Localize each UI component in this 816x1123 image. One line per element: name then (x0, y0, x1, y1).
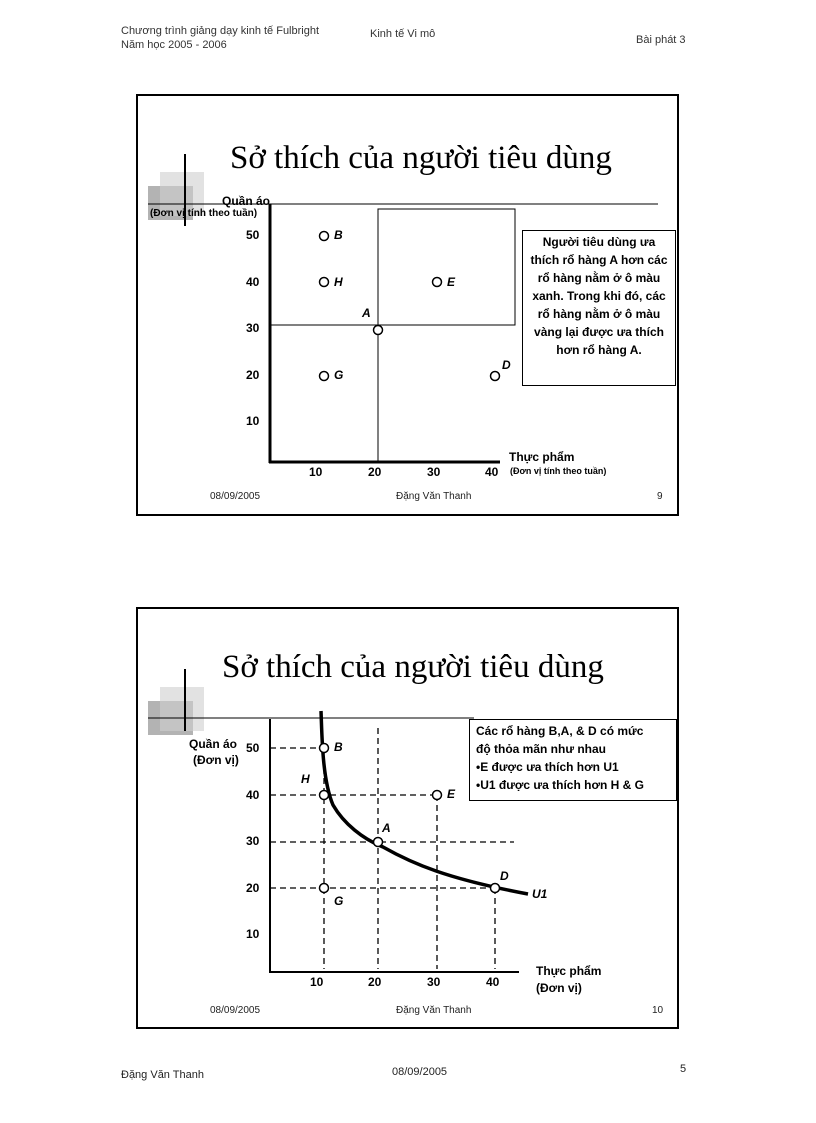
x-axis-label: Thực phẩm (509, 450, 575, 464)
slide-2 (136, 607, 679, 1029)
slide-2-note (469, 719, 677, 801)
point-E (433, 278, 442, 287)
label-B: B (334, 228, 343, 242)
label-E: E (447, 787, 456, 801)
label-D: D (500, 869, 509, 883)
point-D (491, 372, 500, 381)
footer-date: 08/09/2005 (392, 1066, 448, 1078)
y-axis-unit: (Đơn vị) (193, 753, 239, 767)
label-G: G (334, 894, 344, 908)
point-E (433, 791, 442, 800)
x-axis-label: Thực phẩm (536, 964, 602, 978)
x-tick-20: 20 (368, 465, 382, 479)
label-G: G (334, 368, 344, 382)
y-tick-10: 10 (246, 414, 260, 428)
course-name: Kinh tế Vi mô (370, 28, 436, 40)
slide-2-title: Sở thích của người tiêu dùng (222, 649, 604, 685)
point-H (320, 278, 329, 287)
note-line-4: •U1 được ưa thích hơn H & G (476, 778, 644, 792)
label-E: E (447, 275, 456, 289)
decor-square-light (160, 687, 204, 731)
label-A: A (362, 306, 371, 320)
x-tick-40: 40 (486, 975, 500, 989)
y-tick-40: 40 (246, 275, 260, 289)
point-A (374, 326, 383, 335)
slide-2-date: 08/09/2005 (210, 1005, 261, 1016)
footer-author: Đặng Văn Thanh (121, 1069, 204, 1081)
point-G (320, 372, 329, 381)
slide-1-note: Người tiêu dùng ưa thích rổ hàng A hơn các rổ hàng nằm ở ô màu xanh. Trong khi đó, các rổ hàng nằm ở ô màu vàng lại được ưa thích hơn rổ hàng A. (522, 230, 676, 386)
label-H: H (334, 275, 343, 289)
upper-right-box (378, 209, 515, 325)
label-B: B (334, 740, 343, 754)
slide-1-title: Sở thích của người tiêu dùng (230, 140, 612, 176)
point-A (374, 838, 383, 847)
slide-2-author: Đặng Văn Thanh (396, 1005, 472, 1016)
y-tick-30: 30 (246, 321, 260, 335)
note-line-1: Các rổ hàng B,A, & D có mức (476, 724, 644, 738)
program-title (121, 24, 319, 52)
x-axis-unit: (Đơn vị) (536, 981, 582, 995)
y-axis-label: Quần áo (189, 737, 238, 751)
x-axis-unit: (Đơn vị tính theo tuần) (510, 466, 607, 476)
y-tick-40: 40 (246, 788, 260, 802)
slide-1-author: Đặng Văn Thanh (396, 491, 472, 502)
y-axis-unit: (Đơn vị tính theo tuần) (150, 208, 258, 219)
program-line1: Chương trình giảng dạy kinh tế Fulbright (121, 25, 320, 37)
label-D: D (502, 358, 511, 372)
footer-page-number: 5 (680, 1063, 687, 1075)
y-tick-20: 20 (246, 881, 260, 895)
x-tick-30: 30 (427, 465, 441, 479)
y-tick-30: 30 (246, 834, 260, 848)
point-G (320, 884, 329, 893)
point-B (320, 232, 329, 241)
label-H: H (301, 772, 310, 786)
x-tick-40: 40 (485, 465, 499, 479)
note-line-2: độ thỏa mãn như nhau (476, 742, 607, 756)
x-tick-30: 30 (427, 975, 441, 989)
slide-1-page: 9 (657, 491, 663, 502)
slide-1-date: 08/09/2005 (210, 491, 261, 502)
point-B (320, 744, 329, 753)
y-tick-50: 50 (246, 228, 260, 242)
x-tick-10: 10 (309, 465, 323, 479)
x-tick-20: 20 (368, 975, 382, 989)
y-tick-10: 10 (246, 927, 260, 941)
label-U1: U1 (532, 887, 548, 901)
label-A: A (382, 821, 391, 835)
program-line2: Năm học 2005 - 2006 (121, 39, 227, 51)
lecture-label: Bài phát 3 (636, 34, 686, 46)
y-tick-20: 20 (246, 368, 260, 382)
y-tick-50: 50 (246, 741, 260, 755)
point-D (491, 884, 500, 893)
note-line-3: •E được ưa thích hơn U1 (476, 760, 619, 774)
slide-1 (136, 94, 679, 516)
slide-2-page: 10 (652, 1005, 664, 1016)
point-H (320, 791, 329, 800)
y-axis-label: Quần áo (222, 194, 271, 208)
x-tick-10: 10 (310, 975, 324, 989)
